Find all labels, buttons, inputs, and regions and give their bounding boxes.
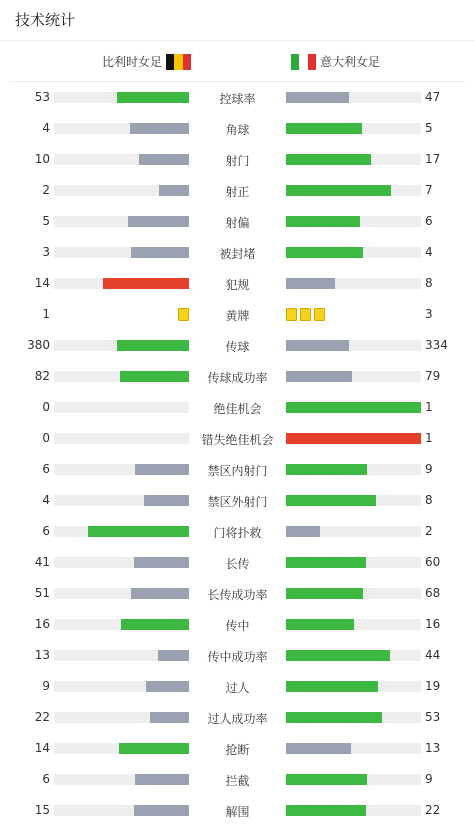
away-bar-fill	[286, 712, 382, 723]
home-bar-fill	[131, 588, 189, 599]
away-bar-track	[286, 123, 421, 134]
away-bar-track	[286, 712, 421, 723]
away-bar-track	[286, 650, 421, 661]
away-team-name: 意大利女足	[320, 55, 381, 69]
home-bar-fill	[88, 526, 189, 537]
home-bar-track	[54, 588, 189, 599]
away-value: 60	[425, 555, 441, 569]
stat-label: 解围	[225, 805, 250, 819]
stat-label: 抢断	[225, 743, 250, 757]
home-bar-fill	[158, 650, 189, 661]
away-value: 8	[425, 493, 433, 507]
stat-label: 错失绝佳机会	[201, 433, 274, 447]
home-bar-fill	[135, 774, 189, 785]
stat-row	[0, 237, 475, 268]
home-value: 4	[42, 121, 50, 135]
home-bar-track	[54, 619, 189, 630]
away-value: 2	[425, 524, 433, 538]
stat-label: 禁区内射门	[207, 464, 268, 478]
away-value: 17	[425, 152, 441, 166]
stat-row	[0, 764, 475, 795]
stat-label: 控球率	[219, 92, 256, 106]
stats-list	[0, 82, 475, 826]
home-bar-track	[54, 92, 189, 103]
stat-row	[0, 330, 475, 361]
away-bar-fill	[286, 123, 362, 134]
home-bar-track	[54, 154, 189, 165]
home-value: 10	[34, 152, 50, 166]
home-value: 14	[34, 276, 50, 290]
home-value: 41	[34, 555, 50, 569]
home-bar-track	[54, 557, 189, 568]
stat-label: 传中	[225, 619, 250, 633]
away-bar-track	[286, 495, 421, 506]
home-value: 6	[42, 462, 50, 476]
stat-row	[0, 206, 475, 237]
away-value: 16	[425, 617, 441, 631]
yellow-card-icon	[286, 308, 297, 321]
home-bar-track	[54, 805, 189, 816]
away-value: 9	[425, 462, 433, 476]
home-bar-fill	[131, 247, 189, 258]
home-bar-fill	[134, 805, 189, 816]
home-value: 51	[34, 586, 50, 600]
home-value: 380	[27, 338, 50, 352]
away-value: 47	[425, 90, 441, 104]
home-yellow-cards	[178, 308, 189, 321]
home-value: 4	[42, 493, 50, 507]
home-value: 22	[34, 710, 50, 724]
away-bar-fill	[286, 92, 349, 103]
away-value: 68	[425, 586, 441, 600]
away-bar-fill	[286, 371, 352, 382]
away-bar-fill	[286, 402, 421, 413]
away-value: 1	[425, 400, 433, 414]
away-value: 3	[425, 307, 433, 321]
away-bar-fill	[286, 650, 390, 661]
stat-label: 长传	[225, 557, 250, 571]
stat-row	[0, 454, 475, 485]
flag-stripe	[291, 54, 299, 70]
home-bar-fill	[103, 278, 189, 289]
home-bar-track	[54, 650, 189, 661]
home-bar-fill	[117, 340, 189, 351]
teams-header	[10, 41, 465, 82]
away-bar-track	[286, 216, 421, 227]
away-team	[291, 53, 380, 70]
away-value: 1	[425, 431, 433, 445]
stat-row	[0, 609, 475, 640]
home-value: 15	[34, 803, 50, 817]
stat-label: 犯规	[225, 278, 250, 292]
away-bar-track	[286, 681, 421, 692]
stat-label: 绝佳机会	[213, 402, 262, 416]
away-value: 44	[425, 648, 441, 662]
away-bar-track	[286, 433, 421, 444]
away-bar-fill	[286, 588, 363, 599]
away-value: 5	[425, 121, 433, 135]
away-bar-track	[286, 371, 421, 382]
stat-label: 角球	[225, 123, 250, 137]
away-bar-track	[286, 557, 421, 568]
home-bar-fill	[121, 619, 189, 630]
away-bar-track	[286, 588, 421, 599]
home-bar-track	[54, 340, 189, 351]
away-bar-fill	[286, 805, 366, 816]
away-value: 8	[425, 276, 433, 290]
home-bar-track	[54, 123, 189, 134]
away-bar-track	[286, 247, 421, 258]
home-bar-fill	[150, 712, 189, 723]
stat-row	[0, 516, 475, 547]
away-value: 6	[425, 214, 433, 228]
away-bar-track	[286, 619, 421, 630]
away-bar-fill	[286, 340, 349, 351]
away-bar-track	[286, 774, 421, 785]
home-value: 0	[42, 431, 50, 445]
away-bar-fill	[286, 681, 378, 692]
home-bar-track	[54, 774, 189, 785]
flag-stripe	[166, 54, 174, 70]
stat-label: 被封堵	[219, 247, 256, 261]
home-value: 6	[42, 524, 50, 538]
home-bar-track	[54, 278, 189, 289]
flag-stripe	[174, 54, 182, 70]
away-bar-fill	[286, 154, 371, 165]
away-bar-fill	[286, 185, 391, 196]
stat-row	[0, 423, 475, 454]
away-bar-track	[286, 805, 421, 816]
away-yellow-cards	[286, 308, 325, 321]
away-bar-fill	[286, 743, 351, 754]
stat-row	[0, 733, 475, 764]
away-bar-track	[286, 278, 421, 289]
away-value: 334	[425, 338, 448, 352]
home-value: 16	[34, 617, 50, 631]
stat-label: 过人成功率	[207, 712, 268, 726]
away-bar-track	[286, 154, 421, 165]
flag-stripe	[308, 54, 316, 70]
away-value: 4	[425, 245, 433, 259]
home-bar-track	[54, 433, 189, 444]
stat-label: 拦截	[225, 774, 250, 788]
yellow-card-icon	[314, 308, 325, 321]
stat-row	[0, 361, 475, 392]
flag-stripe	[183, 54, 191, 70]
home-value: 13	[34, 648, 50, 662]
home-bar-fill	[117, 92, 189, 103]
home-value: 14	[34, 741, 50, 755]
away-bar-track	[286, 185, 421, 196]
stat-label: 禁区外射门	[207, 495, 268, 509]
stat-label: 射偏	[225, 216, 250, 230]
away-value: 19	[425, 679, 441, 693]
stat-label: 传球	[225, 340, 250, 354]
flag-stripe	[299, 54, 307, 70]
away-bar-track	[286, 92, 421, 103]
home-bar-track	[54, 526, 189, 537]
away-bar-fill	[286, 278, 335, 289]
stat-row	[0, 795, 475, 826]
home-bar-track	[54, 681, 189, 692]
stat-row	[0, 702, 475, 733]
stat-label: 射门	[225, 154, 250, 168]
away-bar-fill	[286, 433, 421, 444]
away-bar-track	[286, 402, 421, 413]
stat-row	[0, 113, 475, 144]
away-bar-fill	[286, 495, 376, 506]
home-bar-fill	[144, 495, 189, 506]
away-bar-fill	[286, 464, 367, 475]
home-bar-track	[54, 464, 189, 475]
away-bar-fill	[286, 557, 366, 568]
stat-row	[0, 175, 475, 206]
away-bar-fill	[286, 216, 360, 227]
stat-row	[0, 578, 475, 609]
away-bar-track	[286, 743, 421, 754]
away-value: 7	[425, 183, 433, 197]
home-bar-fill	[128, 216, 189, 227]
home-value: 6	[42, 772, 50, 786]
home-team-name: 比利时女足	[102, 55, 163, 69]
home-bar-fill	[135, 464, 189, 475]
home-bar-fill	[120, 371, 189, 382]
home-value: 1	[42, 307, 50, 321]
stat-label: 过人	[225, 681, 250, 695]
page-title: 技术统计	[0, 0, 475, 41]
home-value: 2	[42, 183, 50, 197]
home-bar-fill	[119, 743, 189, 754]
home-team	[102, 53, 191, 70]
away-bar-fill	[286, 526, 320, 537]
home-bar-track	[54, 247, 189, 258]
stat-row	[0, 299, 475, 330]
stat-label: 门将扑救	[213, 526, 262, 540]
home-value: 82	[34, 369, 50, 383]
away-bar-track	[286, 464, 421, 475]
home-value: 5	[42, 214, 50, 228]
stat-row	[0, 671, 475, 702]
stat-label: 射正	[225, 185, 250, 199]
home-bar-fill	[139, 154, 189, 165]
italy-flag-icon	[291, 54, 316, 70]
home-value: 3	[42, 245, 50, 259]
home-bar-track	[54, 743, 189, 754]
away-value: 13	[425, 741, 441, 755]
away-bar-fill	[286, 619, 354, 630]
away-bar-fill	[286, 247, 363, 258]
home-bar-track	[54, 712, 189, 723]
home-bar-track	[54, 216, 189, 227]
stat-row	[0, 392, 475, 423]
stat-row	[0, 268, 475, 299]
home-value: 9	[42, 679, 50, 693]
home-bar-track	[54, 371, 189, 382]
home-bar-track	[54, 495, 189, 506]
stat-row	[0, 547, 475, 578]
away-value: 9	[425, 772, 433, 786]
away-bar-track	[286, 340, 421, 351]
home-bar-track	[54, 185, 189, 196]
away-value: 53	[425, 710, 441, 724]
away-value: 22	[425, 803, 441, 817]
yellow-card-icon	[178, 308, 189, 321]
home-bar-track	[54, 402, 189, 413]
home-bar-fill	[146, 681, 189, 692]
home-bar-fill	[130, 123, 189, 134]
belgium-flag-icon	[166, 54, 191, 70]
yellow-card-icon	[300, 308, 311, 321]
stat-label: 传球成功率	[207, 371, 268, 385]
home-bar-fill	[134, 557, 189, 568]
stat-row	[0, 144, 475, 175]
home-value: 0	[42, 400, 50, 414]
home-bar-fill	[159, 185, 189, 196]
stat-row	[0, 82, 475, 113]
stat-label: 黄牌	[225, 309, 250, 323]
stat-label: 传中成功率	[207, 650, 268, 664]
stat-row	[0, 485, 475, 516]
away-bar-track	[286, 526, 421, 537]
home-value: 53	[34, 90, 50, 104]
stat-row	[0, 640, 475, 671]
away-bar-fill	[286, 774, 367, 785]
away-value: 79	[425, 369, 441, 383]
stat-label: 长传成功率	[207, 588, 268, 602]
